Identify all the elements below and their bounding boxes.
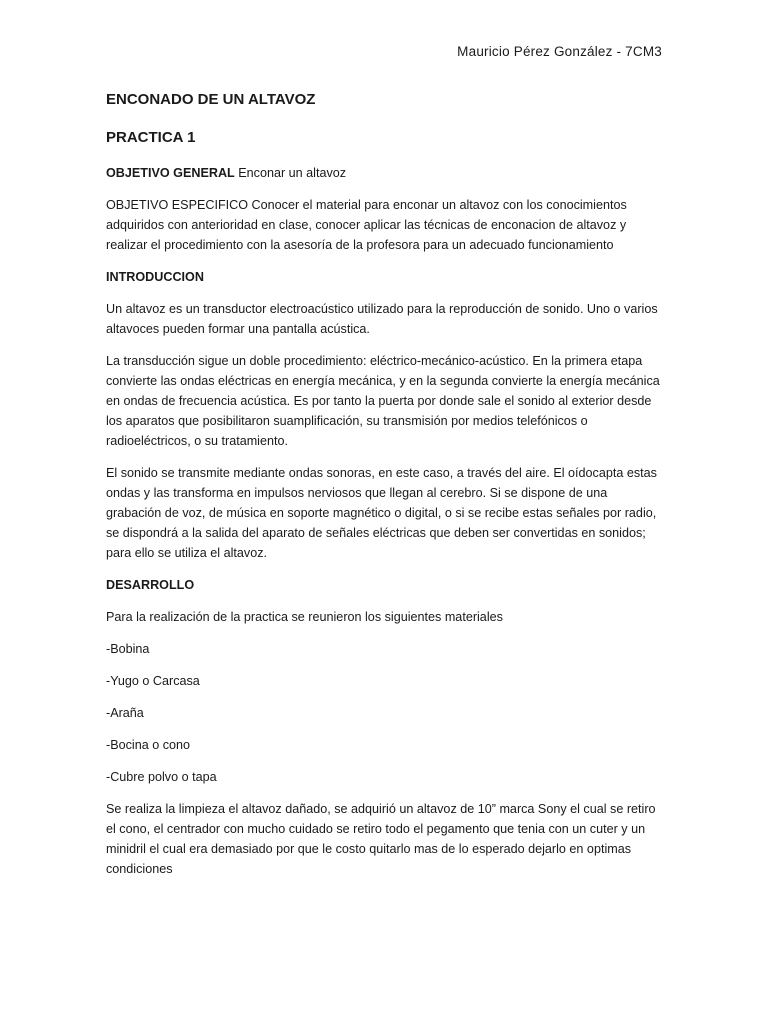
document-title: ENCONADO DE UN ALTAVOZ: [106, 91, 316, 108]
document-body: [106, 163, 666, 891]
material-item: -Araña: [106, 706, 144, 720]
intro-paragraph: La transducción sigue un doble procedimiento: eléctrico-mecánico-acústico. En la primera etapa convierte las ondas eléctricas en energía mecánica, y en la segunda convierte la energía mecánica en ondas de frecuencia acústica. Es por tanto la puerta por donde sale el sonido al exterior desde los aparatos que posibilitaron suamplificación, su transmisión por medios telefónicos o radioeléctricos, o su tratamiento.: [106, 354, 660, 448]
development-closing: Se realiza la limpieza el altavoz dañado, se adquirió un altavoz de 10” marca Sony el cual se retiro el cono, el centrador con mucho cuidado se retiro todo el pegamento que tenia con un cuter y un minidril el cual era demasiado por que le costo quitarlo mas de lo esperado dejarlo en optimas condiciones: [106, 802, 656, 876]
development-intro: Para la realización de la practica se reunieron los siguientes materiales: [106, 610, 503, 624]
general-objective-text: Enconar un altavoz: [234, 166, 347, 180]
practice-title: PRACTICA 1: [106, 129, 196, 146]
author-header: Mauricio Pérez González - 7CM3: [457, 44, 662, 59]
intro-paragraph: El sonido se transmite mediante ondas sonoras, en este caso, a través del aire. El oídocapta estas ondas y las transforma en impulsos nerviosos que llegan al cerebro. Si se dispone de una grabación de voz, de música en soporte magnético o digital, o si se recibe estas señales por radio, se dispondrá a la salida del aparato de señales eléctricas que deben ser convertidas en sonidos; para ello se utiliza el altavoz.: [106, 466, 657, 560]
material-item: -Cubre polvo o tapa: [106, 770, 217, 784]
specific-objective: OBJETIVO ESPECIFICO Conocer el material para enconar un altavoz con los conocimientos adquiridos con anterioridad en clase, conocer aplicar las técnicas de enconacion de altavoz y realizar el procedimiento con la asesoría de la profesora para un adecuado funcionamiento: [106, 198, 627, 252]
material-item: -Bobina: [106, 642, 150, 656]
intro-paragraph: Un altavoz es un transductor electroacústico utilizado para la reproducción de sonido. Uno o varios altavoces pueden formar una pantalla acústica.: [106, 302, 658, 336]
material-item: -Yugo o Carcasa: [106, 674, 200, 688]
intro-heading: INTRODUCCION: [106, 270, 204, 284]
general-objective: [106, 163, 666, 183]
general-objective-label: OBJETIVO GENERAL: [106, 166, 235, 180]
development-heading: DESARROLLO: [106, 578, 195, 592]
material-item: -Bocina o cono: [106, 738, 191, 752]
